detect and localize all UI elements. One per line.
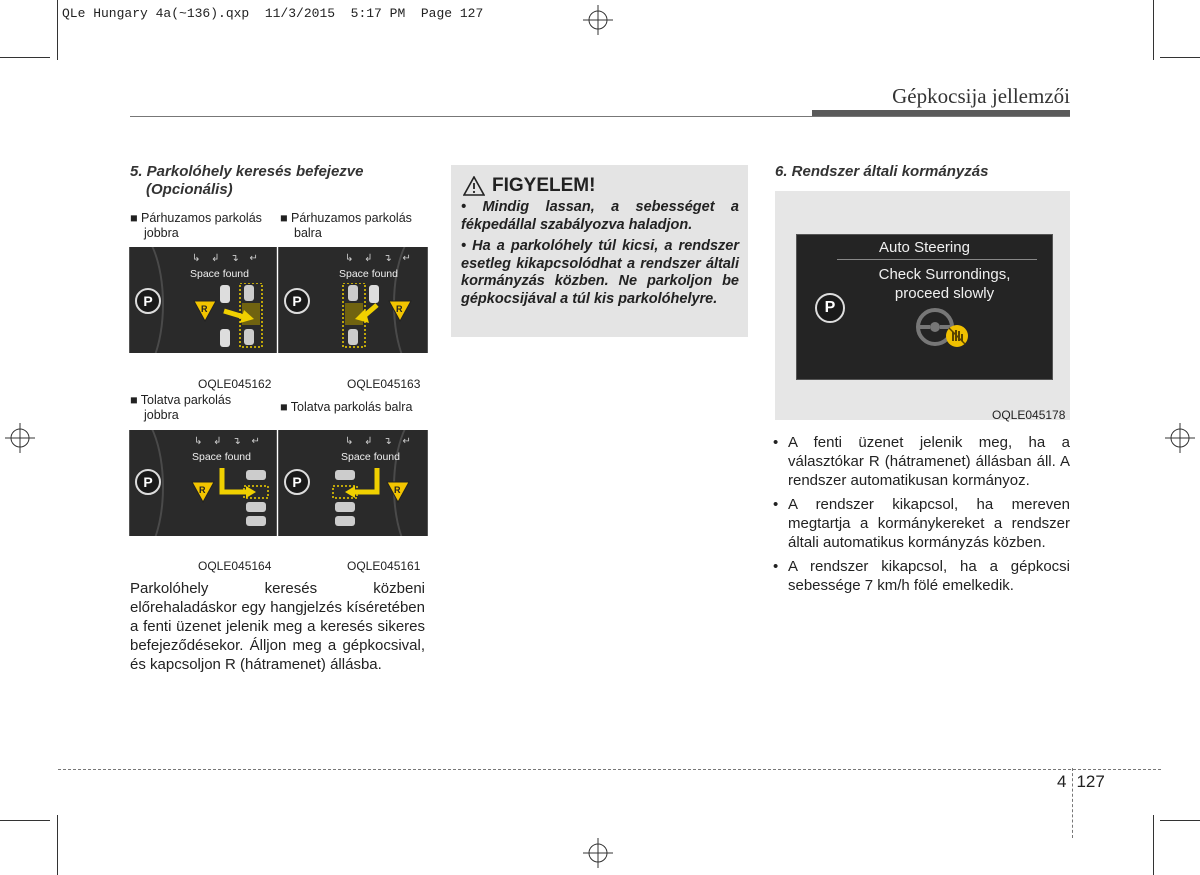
- bullet-list: [773, 433, 1070, 600]
- park-badge: P: [815, 293, 845, 323]
- warning-triangle-icon: [463, 176, 485, 196]
- registration-mark-icon: [5, 423, 35, 453]
- bullet-item: • A rendszer kikapcsol, ha mereven megtartja a kormánykereket a rendszer általi automatikus kormányzás közben.: [773, 495, 1070, 552]
- panel-label: [130, 393, 275, 423]
- space-found-text: Space found: [341, 451, 400, 463]
- warning-item: • Ha a parkolóhely túl kicsi, a rendszer esetleg kikapcsolódhat a rendszer általi kormányzás közben. Ne parkoljon be gépkocsijával a túl kis parkolóhelyre.: [461, 238, 739, 307]
- warning-item: • Mindig lassan, a sebességet a fékpedállal szabályozva haladjon.: [461, 199, 739, 233]
- panel-label-line: jobbra: [144, 226, 179, 240]
- subsection-heading: [130, 163, 363, 199]
- bullet-item: • A fenti üzenet jelenik meg, ha a választókar R (hátramenet) állásban áll. A rendszer automatikusan kormányoz.: [773, 433, 1070, 490]
- registration-mark-icon: [583, 838, 613, 868]
- screen-message-line: Check Surrondings,: [878, 266, 1011, 283]
- panel-label-line: ■ Tolatva parkolás balra: [280, 400, 413, 414]
- page-value: 127: [1076, 772, 1105, 791]
- dashboard-panel: [129, 247, 277, 353]
- chapter-number: 4: [1057, 772, 1067, 791]
- print-header: QLe Hungary 4a(~136).qxp 11/3/2015 5:17 PM Page 127: [62, 6, 484, 21]
- screen-message-line: proceed slowly: [894, 285, 995, 302]
- panel-label-line: jobbra: [144, 408, 179, 422]
- arrow-icons: ↳ ↲ ↴ ↵: [345, 253, 415, 264]
- space-found-text: Space found: [190, 268, 249, 280]
- screen-title: Auto Steering: [879, 239, 970, 256]
- parking-diagram-icon: [188, 466, 272, 532]
- crop-mark: [1153, 0, 1154, 60]
- dashboard-panel: [278, 430, 428, 536]
- bullet-item: • A rendszer kikapcsol, ha a gépkocsi sebessége 7 km/h fölé emelkedik.: [773, 557, 1070, 595]
- heading-line: (Opcionális): [146, 181, 233, 198]
- section-title: Gépkocsija jellemzői: [892, 84, 1070, 108]
- figure-code: OQLE045161: [347, 559, 421, 573]
- figure-code: OQLE045163: [347, 377, 421, 391]
- park-badge: P: [284, 469, 310, 495]
- panel-label: [280, 211, 428, 241]
- registration-mark-icon: [583, 5, 613, 35]
- parking-diagram-icon: [190, 283, 272, 349]
- crop-mark: [1160, 57, 1200, 58]
- parking-diagram-icon: [329, 466, 421, 532]
- panel-label-line: ■ Tolatva parkolás: [130, 393, 232, 407]
- warning-title: FIGYELEM!: [492, 175, 596, 196]
- space-found-text: Space found: [339, 268, 398, 280]
- arrow-icons: ↳ ↲ ↴ ↵: [345, 436, 415, 447]
- heading-line: 5. Parkolóhely keresés befejezve: [130, 163, 364, 180]
- park-badge: P: [135, 288, 161, 314]
- warning-box: [451, 165, 748, 337]
- header-rule: [130, 116, 1070, 117]
- registration-mark-icon: [1165, 423, 1195, 453]
- figure-code: OQLE045162: [198, 377, 272, 391]
- footer-rule: [58, 769, 1161, 770]
- panel-label-line: ■ Párhuzamos parkolás: [280, 211, 412, 225]
- screen-message: [837, 265, 1052, 303]
- space-found-text: Space found: [192, 451, 251, 463]
- panel-label-line: ■ Párhuzamos parkolás: [130, 211, 262, 225]
- arrow-icons: ↳ ↲ ↴ ↵: [194, 436, 264, 447]
- panel-label-line: balra: [294, 226, 322, 240]
- park-badge: P: [284, 288, 310, 314]
- dashboard-panel: [278, 247, 428, 353]
- dashboard-panel: [129, 430, 277, 536]
- auto-steering-screen: [796, 234, 1053, 380]
- parking-diagram-icon: [339, 283, 421, 349]
- svg-text:R: R: [396, 304, 403, 314]
- crop-mark: [57, 0, 58, 60]
- crop-mark: [0, 57, 50, 58]
- panel-label: [280, 400, 428, 415]
- steering-wheel-hand-icon: [913, 305, 973, 351]
- crop-mark: [0, 820, 50, 821]
- svg-text:R: R: [199, 485, 206, 495]
- svg-text:R: R: [201, 304, 208, 314]
- subsection-heading: 6. Rendszer általi kormányzás: [775, 163, 989, 180]
- body-paragraph: Parkolóhely keresés közbeni előrehaladáskor egy hangjelzés kíséretében a fenti üzenet jelenik meg a keresés sikeres befejeződésekor. Álljon meg a gépkocsival, és kapcsoljon R (hátramenet) állásba.: [130, 580, 425, 673]
- arrow-icons: ↳ ↲ ↴ ↵: [192, 253, 262, 264]
- crop-mark: [1153, 815, 1154, 875]
- park-badge: P: [135, 469, 161, 495]
- svg-text:R: R: [394, 485, 401, 495]
- crop-mark: [1160, 820, 1200, 821]
- page-number: [1057, 772, 1105, 792]
- figure-code: OQLE045178: [992, 408, 1066, 422]
- crop-mark: [57, 815, 58, 875]
- panel-label: [130, 211, 275, 241]
- figure-code: OQLE045164: [198, 559, 272, 573]
